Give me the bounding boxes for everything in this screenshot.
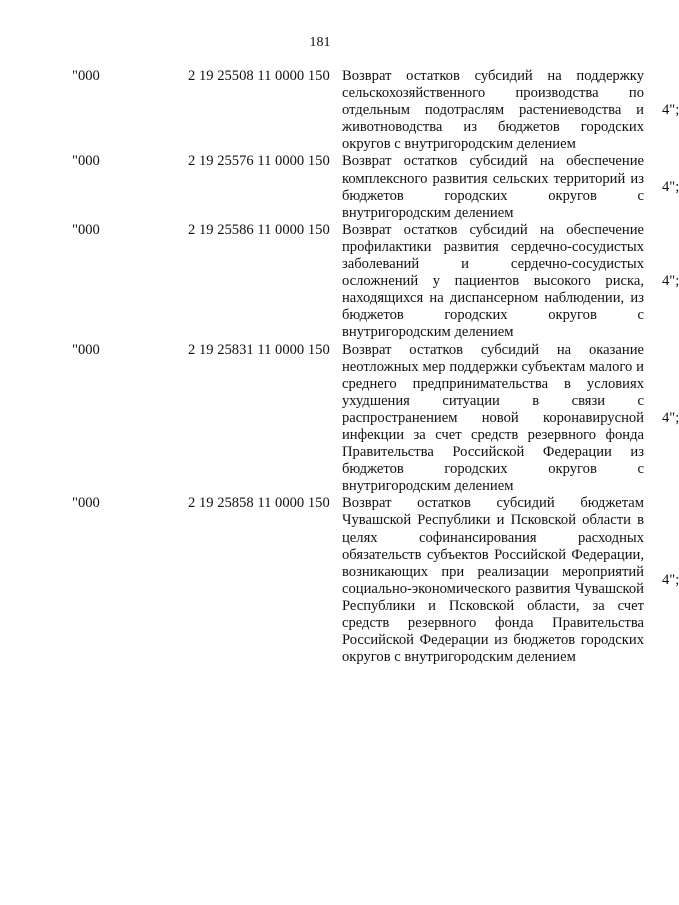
table-row (0, 495, 679, 666)
row-suffix: 4"; (662, 409, 679, 426)
row-description: Возврат остатков субсидий на оказание неотложных мер поддержки субъектам малого и среднего предпринимательства в условиях ухудшения ситуации в связи с распространением новой коронавирусной инфекции за счет средств резервного фонда Правительства Российской Федерации из бюджетов городских округов с внутригородским делением (342, 341, 644, 495)
table-row (0, 341, 679, 496)
budget-code: 2 19 25576 11 0000 150 (188, 153, 330, 170)
table-row (0, 153, 679, 221)
budget-code: 2 19 25858 11 0000 150 (188, 495, 330, 512)
row-description: Возврат остатков субсидий на обеспечение комплексного развития сельских территорий из бюджетов городских округов с внутригородским делением (342, 153, 644, 221)
row-prefix: "000 (72, 221, 100, 238)
row-suffix: 4"; (662, 179, 679, 196)
table-row (0, 68, 679, 153)
row-suffix: 4"; (662, 273, 679, 290)
row-prefix: "000 (72, 341, 100, 358)
row-suffix: 4"; (662, 572, 679, 589)
budget-code: 2 19 25508 11 0000 150 (188, 68, 330, 84)
row-description: Возврат остатков субсидий бюджетам Чувашской Республики и Псковской области в целях софинансирования расходных обязательств субъектов Российской Федерации, возникающих при реализации мероприятий социально-экономического развития Чувашской Республики и Псковской области, за счет средств резервного фонда Правительства Российской Федерации из бюджетов городских округов с внутригородским делением (342, 495, 644, 666)
row-prefix: "000 (72, 153, 100, 170)
budget-code: 2 19 25831 11 0000 150 (188, 341, 330, 358)
row-suffix: 4"; (662, 102, 679, 119)
page-number: 181 (309, 35, 331, 50)
table-row (0, 221, 679, 342)
row-prefix: "000 (72, 68, 100, 84)
budget-code: 2 19 25586 11 0000 150 (188, 221, 330, 238)
row-description: Возврат остатков субсидий на поддержку сельскохозяйственного производства по отдельным подотраслям растениеводства и животноводства из бюджетов городских округов с внутригородским делением (342, 68, 644, 153)
code-table (0, 68, 679, 666)
row-description: Возврат остатков субсидий на обеспечение профилактики развития сердечно-сосудистых заболеваний и сердечно-сосудистых осложнений у пациентов высокого риска, находящихся на диспансерном наблюдении, из бюджетов городских округов с внутригородским делением (342, 221, 644, 341)
row-prefix: "000 (72, 495, 100, 512)
